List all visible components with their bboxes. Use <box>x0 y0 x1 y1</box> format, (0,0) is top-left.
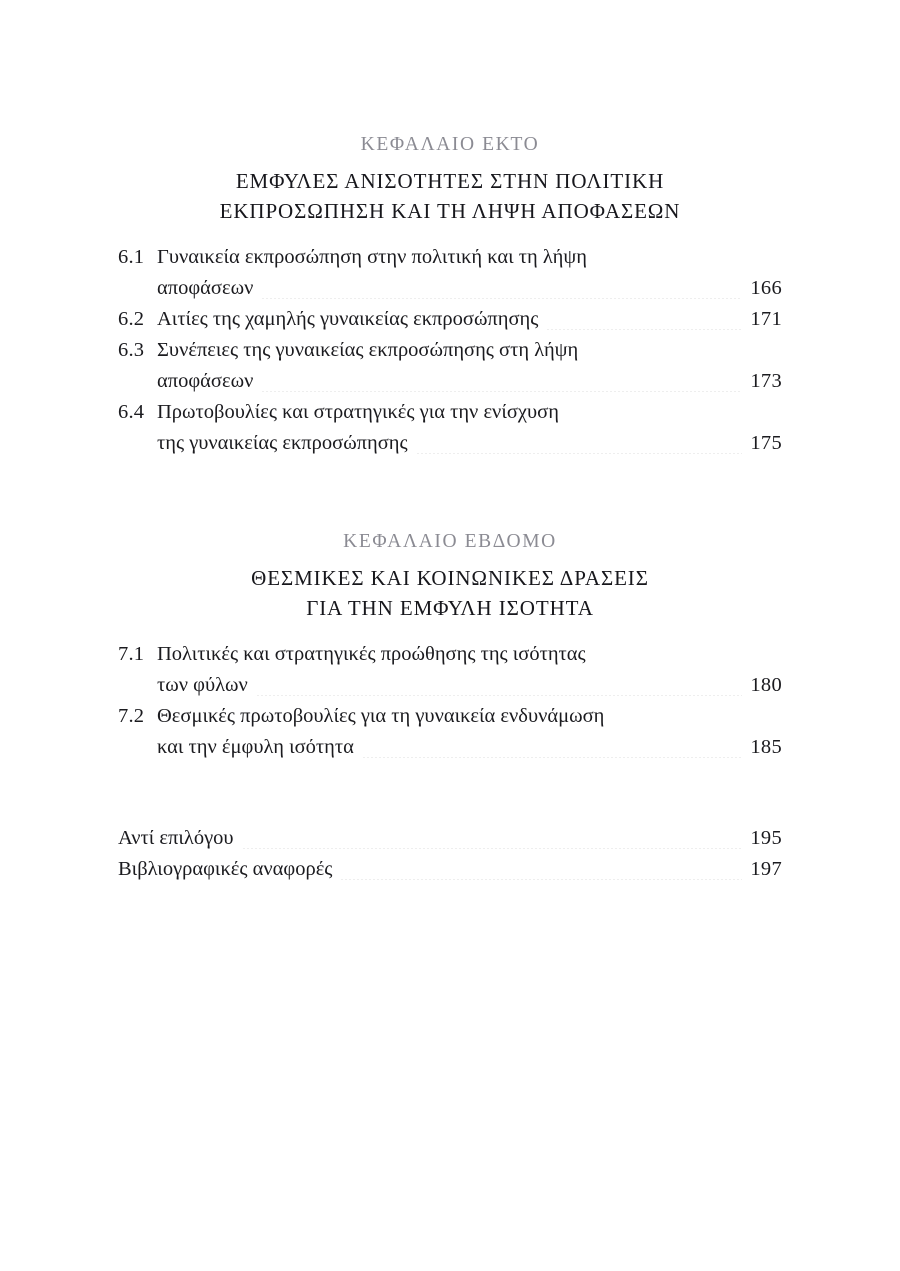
chapter-title-line: ΓΙΑ ΤΗΝ ΕΜΦΥΛΗ ΙΣΟΤΗΤΑ <box>306 596 594 621</box>
toc-page-number: 175 <box>750 431 782 454</box>
toc-entry-text: Αντί επιλόγου <box>118 826 234 849</box>
toc-entry[interactable] <box>118 242 782 304</box>
toc-entry-line <box>157 639 782 670</box>
toc-entry-line <box>157 732 782 763</box>
chapter-title-line: ΕΜΦΥΛΕΣ ΑΝΙΣΟΤΗΤΕΣ ΣΤΗΝ ΠΟΛΙΤΙΚΗ <box>235 169 665 194</box>
chapter-block-7 <box>118 529 782 763</box>
toc-entry-text: Θεσμικές πρωτοβουλίες για τη γυναικεία ενδυνάμωση <box>157 704 605 727</box>
toc-entry-text: και την έμφυλη ισότητα <box>157 735 354 758</box>
toc-entry-text: των φύλων <box>157 673 248 696</box>
toc-page-number: 185 <box>750 735 782 758</box>
toc-entry[interactable] <box>118 854 782 885</box>
toc-entry-number: 6.1 <box>118 245 145 268</box>
toc-entry[interactable] <box>118 335 782 397</box>
toc-entry-text: Αιτίες της χαμηλής γυναικείας εκπροσώπησης <box>157 307 539 330</box>
chapter-title-line: ΕΚΠΡΟΣΩΠΗΣΗ ΚΑΙ ΤΗ ΛΗΨΗ ΑΠΟΦΑΣΕΩΝ <box>219 199 681 224</box>
toc-entry-line <box>157 335 782 366</box>
chapter-title-7 <box>118 564 782 624</box>
dot-leader <box>546 329 742 330</box>
toc-entry-text: Συνέπειες της γυναικείας εκπροσώπησης στη λήψη <box>157 338 579 361</box>
toc-page-number: 173 <box>750 369 782 392</box>
toc-page-number: 166 <box>750 276 782 299</box>
toc-entry-text: αποφάσεων <box>157 369 254 392</box>
dot-leader <box>261 298 742 299</box>
toc-entry-body <box>157 639 782 701</box>
toc-entry[interactable] <box>118 701 782 763</box>
toc-content <box>118 132 782 885</box>
toc-entry-text: Γυναικεία εκπροσώπηση στην πολιτική και τη λήψη <box>157 245 587 268</box>
toc-entry[interactable] <box>118 823 782 854</box>
dot-leader <box>261 391 742 392</box>
toc-entry-body <box>157 335 782 397</box>
toc-entry-line <box>118 823 782 854</box>
toc-entry-line <box>157 670 782 701</box>
toc-entry[interactable] <box>118 639 782 701</box>
dot-leader <box>340 879 742 880</box>
dot-leader <box>256 695 742 696</box>
chapter-eyebrow-6: ΚΕΦΑΛΑΙΟ ΕΚΤΟ <box>360 134 540 155</box>
toc-entry[interactable] <box>118 304 782 335</box>
toc-entry-text: Πρωτοβουλίες και στρατηγικές για την ενίσχυση <box>157 400 559 423</box>
toc-entry-body <box>157 397 782 459</box>
chapter-eyebrow-7: ΚΕΦΑΛΑΙΟ ΕΒΔΟΜΟ <box>343 530 557 552</box>
toc-entry-line <box>157 701 782 732</box>
spacer <box>118 763 782 823</box>
spacer <box>118 459 782 529</box>
toc-entry-text: Πολιτικές και στρατηγικές προώθησης της ισότητας <box>157 642 586 665</box>
toc-page-number: 195 <box>750 826 782 849</box>
toc-page-number: 180 <box>750 673 782 696</box>
toc-entry-number: 6.2 <box>118 307 145 330</box>
toc-entry-body <box>157 242 782 304</box>
chapter-block-6 <box>118 132 782 459</box>
toc-entry-line <box>118 854 782 885</box>
toc-entry-body <box>118 823 782 854</box>
toc-page-number: 171 <box>750 307 782 330</box>
dot-leader <box>416 453 742 454</box>
toc-page-number: 197 <box>750 857 782 880</box>
dot-leader <box>242 848 742 849</box>
toc-entry-line <box>157 366 782 397</box>
toc-list-chapter-7 <box>118 639 782 763</box>
toc-entry-line <box>157 428 782 459</box>
toc-entry-line <box>157 397 782 428</box>
chapter-title-line: ΘΕΣΜΙΚΕΣ ΚΑΙ ΚΟΙΝΩΝΙΚΕΣ ΔΡΑΣΕΙΣ <box>251 566 649 591</box>
toc-entry-text: αποφάσεων <box>157 276 254 299</box>
toc-entry-line <box>157 242 782 273</box>
toc-entry-number: 7.1 <box>118 642 145 665</box>
toc-entry-body <box>118 854 782 885</box>
toc-entry-number: 6.4 <box>118 400 145 423</box>
dot-leader <box>362 757 742 758</box>
spacer <box>118 227 782 242</box>
chapter-title-6 <box>118 167 782 227</box>
toc-entry[interactable] <box>118 397 782 459</box>
toc-entry-number: 7.2 <box>118 704 145 727</box>
toc-entry-text: της γυναικείας εκπροσώπησης <box>157 431 408 454</box>
toc-entry-line <box>157 273 782 304</box>
toc-list-chapter-6 <box>118 242 782 459</box>
toc-entry-line <box>157 304 782 335</box>
toc-list-back-matter <box>118 823 782 885</box>
spacer <box>118 624 782 639</box>
toc-entry-body <box>157 701 782 763</box>
toc-entry-number: 6.3 <box>118 338 145 361</box>
toc-entry-text: Βιβλιογραφικές αναφορές <box>118 857 333 880</box>
toc-entry-body <box>157 304 782 335</box>
